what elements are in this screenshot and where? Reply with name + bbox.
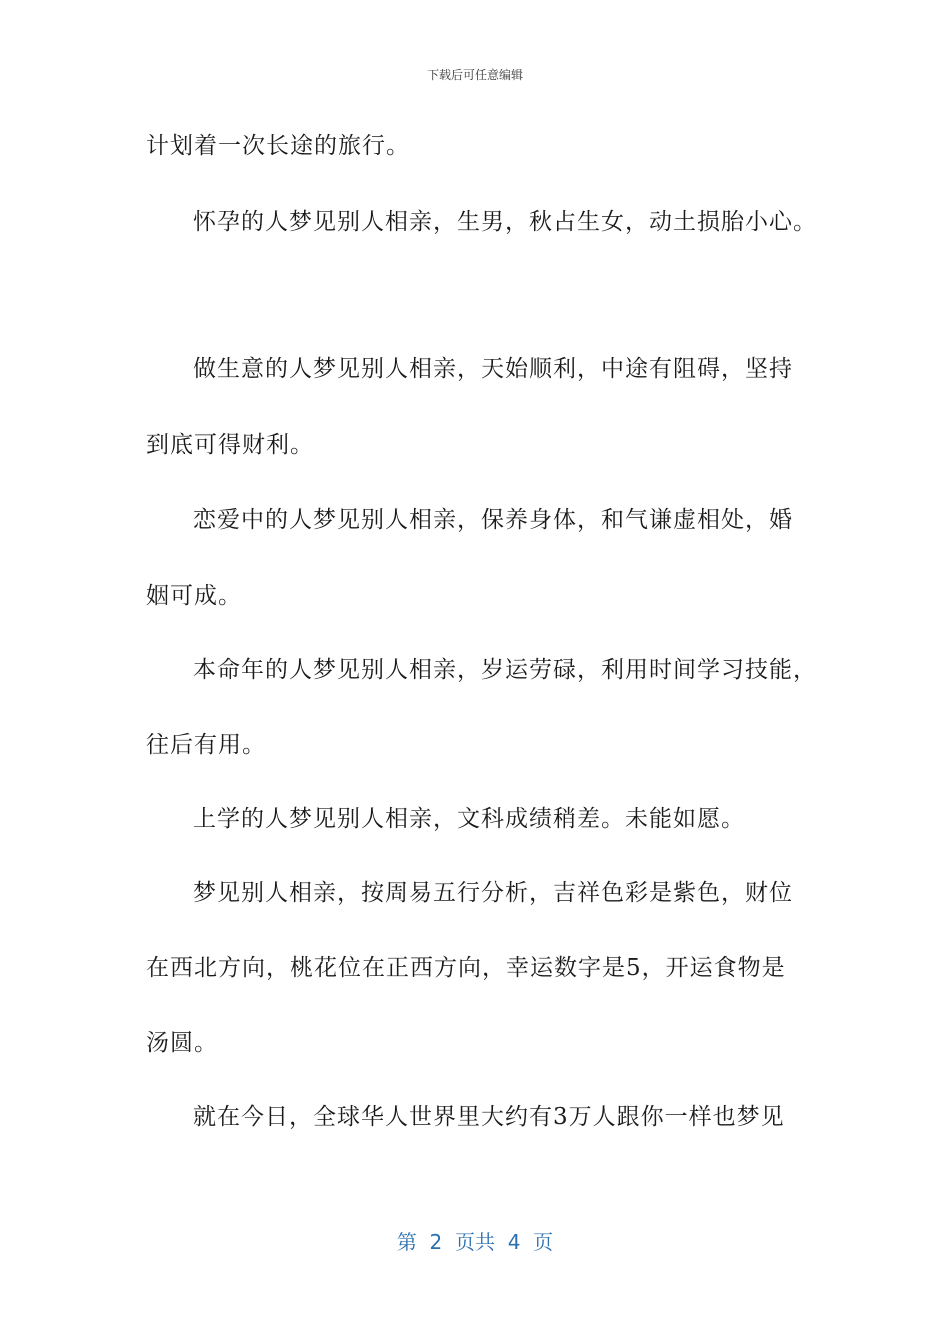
paragraph-line: 梦见别人相亲，按周易五行分析，吉祥色彩是紫色，财位 bbox=[193, 880, 793, 906]
text-line: 在西北方向，桃花位在正西方向，幸运数字是5，开运食物是 bbox=[146, 955, 786, 981]
text-line: 往后有用。 bbox=[146, 732, 266, 758]
text-line: 到底可得财利。 bbox=[146, 432, 314, 458]
page-number: 第 2 页共 4 页 bbox=[396, 1230, 554, 1254]
text-line: 计划着一次长途的旅行。 bbox=[146, 133, 410, 159]
text-line: 汤圆。 bbox=[146, 1030, 218, 1056]
paragraph-line: 上学的人梦见别人相亲，文科成绩稍差。未能如愿。 bbox=[193, 806, 745, 832]
paragraph-line: 怀孕的人梦见别人相亲，生男，秋占生女，动土损胎小心。 bbox=[193, 209, 817, 235]
paragraph-line: 本命年的人梦见别人相亲，岁运劳碌，利用时间学习技能， bbox=[193, 657, 817, 683]
text-line: 姻可成。 bbox=[146, 583, 242, 609]
header-note: 下载后可任意编辑 bbox=[426, 68, 523, 82]
paragraph-line: 就在今日，全球华人世界里大约有3万人跟你一样也梦见 bbox=[193, 1104, 785, 1130]
paragraph-line: 恋爱中的人梦见别人相亲，保养身体，和气谦虚相处，婚 bbox=[193, 507, 793, 533]
paragraph-line: 做生意的人梦见别人相亲，天始顺利，中途有阻碍，坚持 bbox=[193, 356, 793, 382]
